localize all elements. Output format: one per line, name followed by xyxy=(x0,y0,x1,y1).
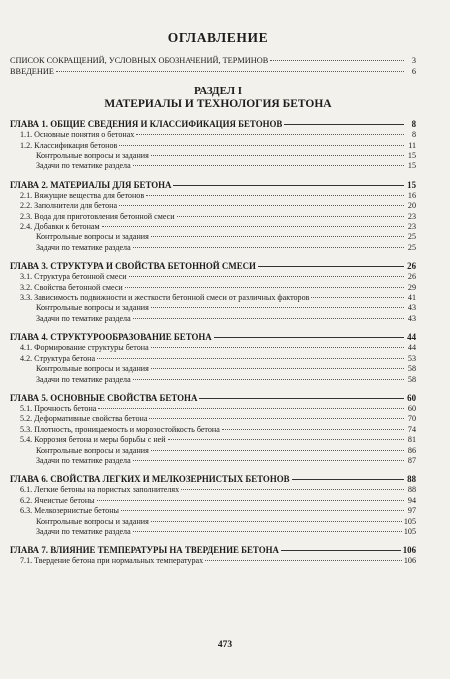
entry-label: 4.1. Формирование структуры бетона xyxy=(20,343,149,353)
dot-leader xyxy=(146,195,404,196)
entry-label: 2.1. Вяжущие вещества для бетонов xyxy=(20,190,145,200)
entry-label: ГЛАВА 2. МАТЕРИАЛЫ ДЛЯ БЕТОНА xyxy=(10,179,172,190)
toc-subsection[interactable] xyxy=(10,496,416,506)
toc-entry-introduction[interactable] xyxy=(10,67,416,78)
dot-leader xyxy=(281,550,401,551)
entry-label: 6.3. Мелкозернистые бетоны xyxy=(20,506,119,516)
dot-leader xyxy=(133,531,402,532)
dot-leader xyxy=(292,479,404,480)
dot-leader xyxy=(119,205,404,206)
toc-tasks[interactable] xyxy=(10,456,416,466)
dot-leader xyxy=(168,439,404,440)
dot-leader xyxy=(222,429,404,430)
entry-label: 5.1. Прочность бетона xyxy=(20,403,97,413)
dot-leader xyxy=(173,185,404,186)
entry-page: 106 xyxy=(403,556,416,566)
entry-page: 8 xyxy=(411,119,416,130)
dot-leader xyxy=(119,145,404,146)
entry-page: 25 xyxy=(407,242,416,252)
entry-page: 60 xyxy=(407,403,416,413)
toc-control-questions[interactable] xyxy=(10,517,416,527)
entry-label: 5.2. Деформативные свойства бетона xyxy=(20,414,148,424)
entry-label: 2.2. Заполнители для бетона xyxy=(20,201,118,211)
dot-leader xyxy=(151,450,404,451)
entry-label: Задачи по тематике раздела xyxy=(36,161,131,171)
entry-label: 7.1. Твердение бетона при нормальных температурах xyxy=(20,556,204,566)
section-heading: РАЗДЕЛ I xyxy=(193,85,243,98)
entry-page: 60 xyxy=(407,392,416,403)
entry-label: 1.1. Основные понятия о бетонах xyxy=(20,130,135,140)
entry-label: Контрольные вопросы и задания xyxy=(36,445,149,455)
entry-label: ГЛАВА 7. ВЛИЯНИЕ ТЕМПЕРАТУРЫ НА ТВЕРДЕНИЕ БЕТОНА xyxy=(10,545,279,556)
entry-page: 106 xyxy=(402,545,416,556)
entry-label: Контрольные вопросы и задания xyxy=(36,303,149,313)
entry-page: 26 xyxy=(407,272,416,282)
dot-leader xyxy=(125,287,404,288)
dot-leader xyxy=(133,247,404,248)
toc-tasks[interactable] xyxy=(10,314,416,324)
dot-leader xyxy=(129,276,404,277)
dot-leader xyxy=(149,418,404,419)
dot-leader xyxy=(270,60,404,61)
toc-subsection[interactable] xyxy=(10,414,416,424)
entry-page: 87 xyxy=(407,455,416,465)
toc-control-questions[interactable] xyxy=(10,303,416,313)
entry-label: Задачи по тематике раздела xyxy=(36,313,131,323)
dot-leader xyxy=(181,489,404,490)
entry-label: 4.2. Структура бетона xyxy=(20,353,96,363)
entry-page: 44 xyxy=(407,343,416,353)
entry-label: 2.4. Добавки к бетонам xyxy=(20,222,100,232)
toc-subsection[interactable] xyxy=(10,201,416,211)
toc-subsection[interactable] xyxy=(10,212,416,222)
entry-label: ГЛАВА 6. СВОЙСТВА ЛЕГКИХ И МЕЛКОЗЕРНИСТЫХ БЕТОНОВ xyxy=(10,474,290,485)
entry-label: 3.2. Свойства бетонной смеси xyxy=(20,282,123,292)
intro-entries xyxy=(10,56,416,77)
toc-control-questions[interactable] xyxy=(10,232,416,242)
dot-leader xyxy=(97,500,404,501)
section-title: МАТЕРИАЛЫ И ТЕХНОЛОГИЯ БЕТОНА xyxy=(104,98,332,111)
dot-leader xyxy=(284,124,404,125)
chapter-list xyxy=(10,119,416,567)
toc-chapter-7[interactable] xyxy=(10,545,416,556)
entry-page: 43 xyxy=(407,303,416,313)
entry-page: 70 xyxy=(407,414,416,424)
toc-tasks[interactable] xyxy=(10,527,416,537)
entry-page: 6 xyxy=(411,66,416,76)
dot-leader xyxy=(133,379,404,380)
entry-label: 5.4. Коррозия бетона и меры борьбы с ней xyxy=(20,435,166,445)
toc-tasks[interactable] xyxy=(10,243,416,253)
entry-label: 6.2. Ячеистые бетоны xyxy=(20,495,95,505)
entry-label: Задачи по тематике раздела xyxy=(36,526,131,536)
entry-label: Задачи по тематике раздела xyxy=(36,242,131,252)
dot-leader xyxy=(151,155,404,156)
entry-page: 43 xyxy=(407,313,416,323)
dot-leader xyxy=(133,165,404,166)
entry-page: 15 xyxy=(407,161,416,171)
toc-tasks[interactable] xyxy=(10,375,416,385)
entry-page: 16 xyxy=(407,190,416,200)
entry-page: 105 xyxy=(403,516,416,526)
dot-leader xyxy=(136,134,404,135)
dot-leader xyxy=(151,347,404,348)
entry-label: 3.1. Структура бетонной смеси xyxy=(20,272,127,282)
toc-subsection[interactable] xyxy=(10,283,416,293)
entry-label: 3.3. Зависимость подвижности и жесткости бетонной смеси от различных факторов xyxy=(20,293,310,303)
entry-page: 8 xyxy=(411,130,416,140)
toc-entry-abbreviations[interactable] xyxy=(10,56,416,67)
toc-chapter-6[interactable] xyxy=(10,474,416,485)
entry-label: Контрольные вопросы и задания xyxy=(36,232,149,242)
entry-page: 23 xyxy=(407,222,416,232)
toc-subsection[interactable] xyxy=(10,435,416,445)
dot-leader xyxy=(151,307,404,308)
entry-label: Контрольные вопросы и задания xyxy=(36,151,149,160)
toc-chapter-1[interactable] xyxy=(10,119,416,130)
entry-page: 74 xyxy=(407,424,416,434)
toc-subsection[interactable] xyxy=(10,354,416,364)
entry-page: 58 xyxy=(407,364,416,374)
toc-subsection[interactable] xyxy=(10,130,416,140)
dot-leader xyxy=(121,510,404,511)
entry-page: 29 xyxy=(407,282,416,292)
entry-label: ГЛАВА 3. СТРУКТУРА И СВОЙСТВА БЕТОННОЙ СМЕСИ xyxy=(10,261,256,272)
entry-label: СПИСОК СОКРАЩЕНИЙ, УСЛОВНЫХ ОБОЗНАЧЕНИЙ, ТЕРМИНОВ xyxy=(10,56,269,65)
dot-leader xyxy=(97,358,404,359)
entry-label: Контрольные вопросы и задания xyxy=(36,516,149,526)
dot-leader xyxy=(311,297,404,298)
dot-leader xyxy=(133,460,404,461)
dot-leader xyxy=(56,71,404,72)
dot-leader xyxy=(151,521,402,522)
entry-page: 15 xyxy=(407,151,416,160)
entry-label: 5.3. Плотность, проницаемость и морозостойкость бетона xyxy=(20,424,220,434)
page-number: 473 xyxy=(217,640,233,650)
toc-subsection[interactable] xyxy=(10,191,416,201)
entry-label: ГЛАВА 1. ОБЩИЕ СВЕДЕНИЯ И КЛАССИФИКАЦИЯ БЕТОНОВ xyxy=(10,119,283,130)
dot-leader xyxy=(98,408,404,409)
toc-control-questions[interactable] xyxy=(10,151,416,161)
dot-leader xyxy=(205,560,402,561)
dot-leader xyxy=(102,226,404,227)
dot-leader xyxy=(151,368,404,369)
entry-page: 20 xyxy=(407,201,416,211)
toc-title: ОГЛАВЛЕНИЕ xyxy=(167,30,269,45)
entry-page: 23 xyxy=(407,211,416,221)
toc-subsection[interactable] xyxy=(10,272,416,282)
dot-leader xyxy=(151,236,404,237)
entry-label: ВВЕДЕНИЕ xyxy=(10,66,54,76)
entry-page: 105 xyxy=(403,526,416,536)
toc-tasks[interactable] xyxy=(10,161,416,171)
toc-chapter-2[interactable] xyxy=(10,180,416,191)
toc-subsection[interactable] xyxy=(10,343,416,353)
entry-page: 41 xyxy=(407,293,416,303)
entry-page: 58 xyxy=(407,374,416,384)
toc-subsection[interactable] xyxy=(10,404,416,414)
dot-leader xyxy=(177,216,404,217)
entry-page: 86 xyxy=(407,445,416,455)
dot-leader xyxy=(199,398,404,399)
entry-page: 81 xyxy=(407,435,416,445)
entry-label: Задачи по тематике раздела xyxy=(36,455,131,465)
entry-page: 97 xyxy=(407,506,416,516)
entry-label: 2.3. Вода для приготовления бетонной смеси xyxy=(20,211,175,221)
toc-chapter-4[interactable] xyxy=(10,332,416,343)
toc-subsection[interactable] xyxy=(10,141,416,151)
entry-label: ГЛАВА 5. ОСНОВНЫЕ СВОЙСТВА БЕТОНА xyxy=(10,392,198,403)
entry-page: 94 xyxy=(407,495,416,505)
toc-control-questions[interactable] xyxy=(10,364,416,374)
entry-page: 26 xyxy=(407,261,416,272)
toc-subsection[interactable] xyxy=(10,293,416,303)
entry-page: 25 xyxy=(407,232,416,242)
entry-label: Задачи по тематике раздела xyxy=(36,374,131,384)
entry-label: 1.2. Классификация бетонов xyxy=(20,140,118,150)
toc-subsection[interactable] xyxy=(10,425,416,435)
entry-label: ГЛАВА 4. СТРУКТУРООБРАЗОВАНИЕ БЕТОНА xyxy=(10,332,212,343)
entry-page: 11 xyxy=(408,140,416,150)
entry-page: 3 xyxy=(411,56,416,65)
entry-label: Контрольные вопросы и задания xyxy=(36,364,149,374)
entry-page: 15 xyxy=(407,179,416,190)
entry-label: 6.1. Легкие бетоны на пористых заполнителях xyxy=(20,485,180,495)
entry-page: 44 xyxy=(407,332,416,343)
toc-subsection[interactable] xyxy=(10,556,416,566)
entry-page: 88 xyxy=(407,474,416,485)
toc-subsection[interactable] xyxy=(10,506,416,516)
entry-page: 88 xyxy=(407,485,416,495)
toc-subsection[interactable] xyxy=(10,485,416,495)
toc-chapter-5[interactable] xyxy=(10,393,416,404)
toc-subsection[interactable] xyxy=(10,222,416,232)
entry-page: 53 xyxy=(407,353,416,363)
toc-chapter-3[interactable] xyxy=(10,261,416,272)
toc-control-questions[interactable] xyxy=(10,446,416,456)
dot-leader xyxy=(133,318,404,319)
dot-leader xyxy=(214,337,404,338)
dot-leader xyxy=(258,266,404,267)
